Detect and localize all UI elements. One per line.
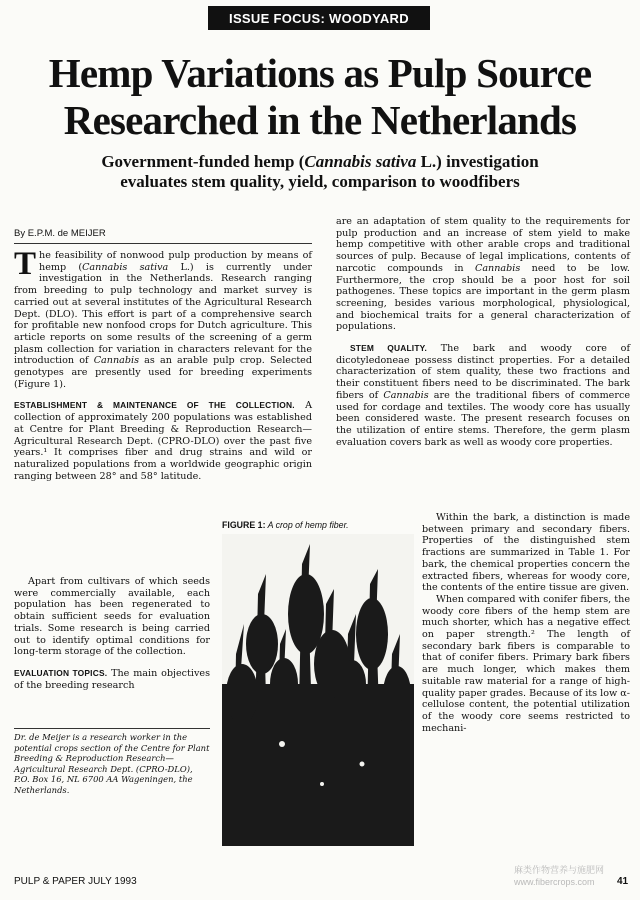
drop-cap: T	[14, 246, 37, 282]
stem-quality-paragraph: STEM QUALITY. The bark and woody core of dicotyledoneae possess distinct properties. For a detailed characterization of stem quality, these two fractions and their constituent fibers need to be discriminated. The bark fibers of Cannabis are the traditional fibers of commerce used for cordage and textiles. The woody core has usually been considered waste. The present research focuses on the utilization of entire stems. Therefore, the germ plasm evaluation covers bark as well as woody core properties.	[336, 343, 631, 448]
site-watermark: 麻类作物营养与施肥网 www.fibercrops.com	[514, 865, 605, 887]
author-bio: Dr. de Meijer is a research worker in the potential crops section of the Centre for Plant Breeding & Reproduction Research—Agricultural Research Dept. (CPRO-DLO), P.O. Box 16, NL 6700 AA Wageningen, the Netherlands.	[14, 728, 210, 796]
conifer-paragraph: When compared with conifer fibers, the woody core fibers of the hemp stem are much shorter, which has a negative effect on paper strength.² The length of secondary bark fibers is comparable to that of conifer fibers. Primary bark fibers are much longer, which makes them suitable raw material for a range of high-quality paper grades. Because of its low α-cellulose content, the potential utilization of the woody core seems restricted to mechani-	[422, 593, 630, 734]
right-column-upper	[336, 216, 630, 448]
establishment-heading: ESTABLISHMENT & MAINTENANCE OF THE COLLECTION.	[14, 400, 295, 411]
issue-focus-banner: ISSUE FOCUS: WOODYARD	[208, 6, 430, 30]
headline-line-1: Hemp Variations as Pulp Source	[48, 50, 592, 96]
establishment-paragraph: ESTABLISHMENT & MAINTENANCE OF THE COLLECTION. A collection of approximately 200 populations was established at Centre for Plant Breeding & Reproduction Research—Agricultural Research Dept. (CPRO-DLO) over the past five years.¹ It comprises fiber and drug strains and wild or naturalized populations from a worldwide geographic origin ranging between 28° and 58° latitude.	[14, 400, 313, 482]
evaluation-paragraph: EVALUATION TOPICS. The main objectives of the breeding research	[14, 667, 210, 691]
within-bark-paragraph: Within the bark, a distinction is made between primary and secondary fibers. Properties of the distinguished stem fractions are summarized in Table 1. For bark, the chemical properties concern the extracted fibers, whereas for woody core, the contents of the entire tissue are given.	[422, 512, 630, 594]
hemp-crop-photo	[222, 534, 414, 846]
continuation-paragraph: are an adaptation of stem quality to the requirements for pulp production and an increase of stem yield to make hemp competitive with other arable crops and traditional sources of pulp. Because of legal implications, contents of narcotic compounds in Cannabis need to be low. Furthermore, the crop should be a poor host for soil pathogenes. These topics are important in the germ plasm screening, besides various morphological, physiological, and biochemical traits for a general characterization of populations.	[336, 216, 630, 333]
page-number: 41	[617, 876, 629, 887]
left-column-narrow	[14, 576, 210, 691]
cultivars-paragraph: Apart from cultivars of which seeds were commercially available, each population has been regenerated to obtain sufficient seeds for evaluation trials. Some research is being carried out to identify optimal conditions for long-term storage of the collection.	[14, 576, 210, 658]
headline-line-2: Researched in the Netherlands	[63, 97, 577, 143]
footer-publication: PULP & PAPER JULY 1993	[14, 876, 137, 887]
hemp-crop-image	[222, 534, 414, 846]
deck-line-2: evaluates stem quality, yield, comparison to woodfibers	[120, 172, 520, 191]
stem-quality-heading: STEM QUALITY.	[350, 343, 428, 354]
intro-paragraph: The feasibility of nonwood pulp production by means of hemp (Cannabis sativa L.) is currently under investigation in the Netherlands. Research ranging from breeding to pulp technology and market survey is carried out at several institutes of the Agricultural Research Dept. (DLO). This effort is part of a comprehensive search for profitable new nonfood crops for Dutch agriculture. This article reports on some results of the screening of a germ plasm collection for variation in characters relevant for the introduction of Cannabis as an arable pulp crop. Selected genotypes are presently used for breeding experiments (Figure 1).	[14, 246, 312, 390]
article-deck	[0, 152, 640, 192]
byline-divider	[14, 243, 312, 244]
author-byline: By E.P.M. de MEIJER	[14, 228, 106, 239]
article-headline	[0, 50, 640, 144]
evaluation-heading: EVALUATION TOPICS.	[14, 667, 108, 678]
right-column-narrow	[422, 512, 630, 734]
left-column-intro	[14, 246, 313, 482]
figure-caption: FIGURE 1: A crop of hemp fiber.	[222, 520, 349, 530]
deck-line-1: Government-funded hemp (Cannabis sativa L.) investigation	[101, 152, 539, 171]
